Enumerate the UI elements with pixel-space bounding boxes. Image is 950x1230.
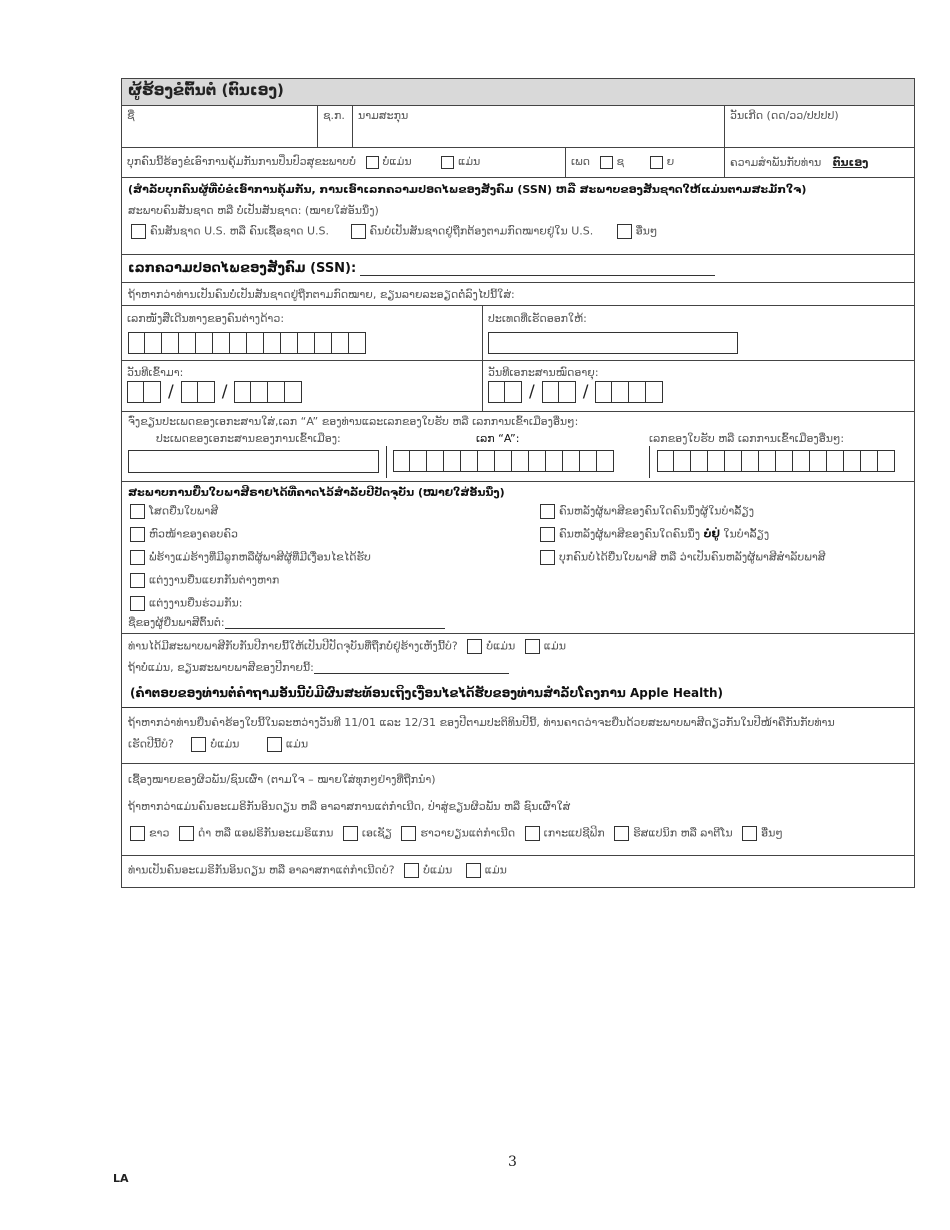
race-hispanic-label: ຮິສແປນິກ ຫລື ລາຕີໂນ (633, 826, 733, 840)
sex-label: ເພດ (571, 155, 591, 168)
ssn-input[interactable] (360, 261, 715, 276)
passport-cell (122, 306, 482, 360)
dob-field[interactable] (724, 106, 914, 147)
native-yes-checkbox[interactable] (404, 863, 419, 878)
country-cell (482, 306, 914, 360)
prior-year-yes-checkbox[interactable] (467, 639, 482, 654)
filing-head-label: ຫົວໜ້າຂອງຄອບຄົວ (149, 527, 238, 541)
race-black-label: ດຳ ຫລື ແອຟຣິກັນອະເມຣິແກນ (197, 826, 334, 840)
native-question: ທ່ານເປັນຄົນອະເມຣິກັນອິນດຽນ ຫລື ອາລາສກາແຕ່ກຳເນີດບໍ? (128, 863, 395, 877)
prior-year-no-label: ແມ່ນ (543, 639, 566, 653)
filing-none-checkbox[interactable] (540, 550, 555, 565)
coverage-row (122, 147, 914, 177)
noncitizen-note-row (122, 282, 914, 305)
other-status-checkbox[interactable] (617, 224, 632, 239)
expiry-date-input[interactable]: / / (488, 381, 909, 403)
race-black-checkbox[interactable] (179, 826, 194, 841)
race-hawaiian-checkbox[interactable] (401, 826, 416, 841)
native-no-checkbox[interactable] (466, 863, 481, 878)
prior-year-followup: ຖ້າບໍ່ແມ່ນ, ຂຽນສະພາບພາສີຂອງປີກາຍນີ້: (128, 661, 314, 674)
native-yes-label: ບໍ່ແມ່ນ (423, 863, 453, 877)
filing-widow-label: ພໍ່ຮ້າງແມ່ຮ້າງທີ່ມີລູກຫລືຜູ້ພາສີຜູ້ທີ່ມີເງື່ອນໄຂໄດ້ຮັບ (149, 550, 371, 564)
filing-dependent-away-label: ຄົນຫລັງຜູ້ພາສີຂອງຄົນໃດຄົນນຶ່ງ (559, 527, 701, 541)
race-note: ຖ້າຫາກວ່າແມ່ນຄົນອະເມຣິກັນອິນດຽນ ຫລື ອາລາສການແຕ່ກຳເນີດ, ປ່າສູ່ຂຽນຜິວພັນ ຫລື ຊົນເຜົ່າໃສ່ (128, 800, 571, 813)
next-year-answer-row (128, 737, 308, 752)
race-asian-checkbox[interactable] (343, 826, 358, 841)
filing-option (128, 550, 371, 565)
divider (649, 446, 650, 478)
receipt-number-input[interactable] (657, 450, 895, 472)
native-question-row (128, 863, 507, 878)
race-options (128, 826, 783, 841)
filing-joint-label: ແຕ່ງງານຍື່ນຮ່ວມກັນ: (149, 596, 243, 610)
filing-option (128, 504, 218, 519)
documents-row (122, 411, 914, 481)
race-hispanic-checkbox[interactable] (614, 826, 629, 841)
next-year-section (122, 707, 914, 763)
other-status-label: ອື່ນໆ (635, 224, 658, 238)
race-other-label: ອື່ນໆ (761, 826, 783, 840)
filing-dependent-in-home-label: ຄົນຫລັງຜູ້ພາສີຂອງຄົນໃດຄົນນຶ່ງຜູ້ໃນບຳລັ້ຽງ (559, 504, 755, 518)
prior-year-section (122, 633, 914, 707)
filing-option (534, 550, 825, 565)
next-year-question: ຖ້າຫາກວ່າທ່ານຍື່ນຄຳຮ້ອງໃບນີ້ໃນລະຫວ່າງວັນທີ 11/01 ແລະ 12/31 ຂອງປີຕາມປະຕິທິນປີນີ້, ທ່ານຄາດວ່າຈະຍື່ນດ້ວຍສະພາບພາສີດຽວກັນໃນປີໜ້າຄືກັນກັບທ່ານ (128, 716, 835, 729)
noncitizen-note: ຖ້າຫາກວ່າທ່ານເປັນຄົນບໍ່ເປັນສັນຊາດຢູ່ຖືກຕາມກົດໝາຍ, ຂຽນລາຍລະອຽດຕໍ່ລົງໄປນີ້ໃສ່: (128, 288, 515, 301)
filer-name-label: ຊື່ຂອງຜູ້ຍື່ນພາສີຕົ້ນຕໍ: (128, 616, 225, 629)
a-number-input[interactable] (393, 450, 614, 472)
race-hawaiian-label: ຮາວາຍຽນແຕ່ກຳເນີດ (420, 826, 516, 840)
entry-date-cell (122, 361, 482, 411)
coverage-question: ບຸກຄົນນີ້ຮ້ອງຂໍເອົາການຄຸ້ມກັນການປິ່ນປົວສຸຂະພາບບໍ່ (127, 155, 357, 168)
first-name-field[interactable] (122, 106, 317, 147)
relationship-value: ຕົນເອງ (832, 156, 869, 169)
coverage-no-label: ແມ່ນ (458, 155, 481, 168)
filing-dependent-away-emphasis: ບໍ່ຢູ່ (703, 527, 720, 541)
coverage-no-checkbox[interactable] (441, 156, 454, 169)
prior-year-status-input[interactable] (314, 661, 509, 674)
lawful-noncitizen-label: ຄົນບໍ່ເປັນສັນຊາດຢູ່ຖືກຕ້ອງຕາມກົດໝາຍຢູ່ໃນ U.S. (369, 224, 594, 238)
ssn-row (122, 254, 914, 282)
next-year-yes-checkbox[interactable] (191, 737, 206, 752)
a-number-label: ເລກ “A”: (476, 432, 520, 445)
document-type-label: ປະເພດຂອງເອກະສານຂອງການເຂົ້າເມືອງ: (156, 432, 341, 445)
expiry-date-label: ວັນທີເອກະສານໝົດອາຍຸ: (488, 366, 599, 379)
country-label: ປະເທດທີ່ເຮັດອອກໃຫ້: (488, 312, 587, 325)
race-title: ເຊື້ອງໝາຍຂອງຜິວພັນ/ຊົນເຜົ່າ (ຕາມໃຈ – ໝາຍໃສ່ທຸກໆຢ່າງທີ່ຖືກນຳ) (128, 773, 436, 786)
native-section (122, 855, 914, 887)
filing-separate-label: ແຕ່ງງານຍື່ນແຍກກັນຕ່າງຫາກ (149, 573, 280, 587)
filing-status-title: ສະພາບການຍື່ນໃບພາສີຣາຍໄດ້ທີ່ຄາດໄວ້ສໍາລັບປີປັດຈຸບັນ (ໝາຍໃສ່ອັນນຶ່ງ) (128, 486, 505, 499)
native-no-label: ແມ່ນ (484, 863, 507, 877)
page-number: 3 (508, 1154, 517, 1170)
filing-widow-checkbox[interactable] (130, 550, 145, 565)
prior-year-yes-label: ບໍ່ແມ່ນ (486, 639, 516, 653)
expiry-date-cell (482, 361, 914, 411)
lawful-noncitizen-checkbox[interactable] (351, 224, 366, 239)
filing-dependent-away-checkbox[interactable] (540, 527, 555, 542)
dates-row (122, 360, 914, 411)
filing-dependent-away-tail: ໃນບຳລັ້ຽງ (723, 527, 770, 541)
filing-joint-checkbox[interactable] (130, 596, 145, 611)
next-year-no-label: ແມ່ນ (285, 737, 309, 751)
passport-input[interactable] (128, 332, 477, 354)
divider (386, 446, 387, 478)
race-white-label: ຂາວ (149, 826, 170, 840)
filing-none-label: ບຸກຄົນບໍ່ໄດ້ຍື່ນໃບພາສີ ຫລື ວ່າເປັນຄົນຫລັງຜູ້ພາສີສຳລັບພາສີ (559, 550, 826, 564)
filer-name-input[interactable] (225, 616, 445, 629)
filing-dependent-in-home-checkbox[interactable] (540, 504, 555, 519)
sex-cell (565, 148, 724, 177)
apple-health-note: (ຄຳຕອບຂອງທ່ານຕໍ່ຄຳຖາມອັນນີ້ບໍ່ມີຜົນສະທ້ອນເຖິງເງື່ອນໄຂໄດ້ຮັບຂອງທ່ານສຳລັບໂຄງການ Apple Health) (130, 686, 723, 700)
prior-year-no-checkbox[interactable] (525, 639, 540, 654)
middle-initial-label: ຊ.ກ. (323, 109, 345, 122)
country-input[interactable] (488, 332, 738, 354)
filing-single-checkbox[interactable] (130, 504, 145, 519)
footer-code: LA (113, 1172, 129, 1185)
filing-option (128, 527, 238, 542)
filing-option (128, 596, 242, 611)
filing-single-label: ໂສດຍື່ນໃບພາສີ (149, 504, 219, 518)
filing-status-section (122, 481, 914, 633)
citizenship-section (122, 177, 914, 254)
next-year-yes-label: ບໍ່ແມ່ນ (210, 737, 240, 751)
middle-initial-field[interactable] (317, 106, 352, 147)
race-white-checkbox[interactable] (130, 826, 145, 841)
relationship-label: ຄວາມສໍາພັນກັບທ່ານ (730, 156, 822, 169)
documents-instruction: ຈົ່ງຂຽນປະເພດຂອງເອກະສານໃສ່,ເລກ “A” ຂອງທ່ານແລະເລກຂອງໃບຮັບ ຫລື ເລກການເຂົ້າເມືອງອື່ນໆ: (128, 415, 579, 428)
sex-female-checkbox[interactable] (650, 156, 663, 169)
next-year-question-tail: ເຮັດປີນີ້ບໍ? (128, 737, 174, 751)
coverage-yes-checkbox[interactable] (366, 156, 379, 169)
sex-male-checkbox[interactable] (600, 156, 613, 169)
next-year-no-checkbox[interactable] (267, 737, 282, 752)
passport-label: ເລກໜັງສືເດີນທາງຂອງຄົນຕ່າງດ້າວ: (127, 312, 285, 325)
section-title: ຜູ້ຮ້ອງຂໍຕົ້ນຕໍ (ຕົນເອງ) (122, 79, 914, 105)
filing-option (534, 504, 754, 519)
race-other-checkbox[interactable] (742, 826, 757, 841)
last-name-field[interactable] (352, 106, 724, 147)
prior-year-question: ທ່ານໄດ້ມີສະພາບພາສີກັບກັນປີກາຍນີ້ໃຫ້ເປັນປີປັດຈຸບັນທີ່ຖືກບໍ່ຢູ່ຮ້າງເຫັງນີ້ບໍ? (128, 639, 458, 653)
sex-male-label: ຊ (616, 155, 625, 168)
race-asian-label: ເອເຊັຽ (361, 826, 392, 840)
coverage-yes-label: ບໍ່ແມ່ນ (382, 155, 412, 168)
last-name-label: ນາມສະກຸນ (358, 109, 409, 122)
applicant-form (121, 78, 915, 888)
filing-option (534, 527, 769, 542)
coverage-question-cell (122, 148, 559, 177)
dob-label: ວັນເກີດ (ດດ/ວວ/ປປປປ) (730, 109, 839, 122)
sex-female-label: ຍ (666, 155, 675, 168)
prior-year-question-row (128, 639, 566, 654)
entry-date-label: ວັນທີເຂົ້າມາ: (127, 366, 184, 379)
name-row (122, 105, 914, 147)
race-section (122, 763, 914, 855)
citizen-checkbox[interactable] (131, 224, 146, 239)
filing-separate-checkbox[interactable] (130, 573, 145, 588)
citizenship-note: (ສໍາລັບບຸກຄົນຜູ້ທີ່ບໍ່ຂໍເອົາການຄຸ້ມກັນ, ການເອົາເລກຄວາມປອດໄພຂອງສັງຄົມ (SSN) ຫລື ສະພາບຂອງສັນຊາດໃຫ້ແມ່ນຕາມສະມັກໃຈ) (128, 183, 807, 196)
passport-row (122, 305, 914, 360)
filing-head-checkbox[interactable] (130, 527, 145, 542)
filing-option (128, 573, 279, 588)
race-pacific-checkbox[interactable] (525, 826, 540, 841)
citizen-label: ຄົນສັນຊາດ U.S. ຫລື ຄົນເຊື້ອຊາດ U.S. (150, 224, 330, 238)
document-type-input[interactable] (128, 450, 379, 473)
filer-name-row (128, 616, 445, 629)
first-name-label: ຊື່ (127, 109, 135, 122)
receipt-number-label: ເລກຂອງໃບຮັບ ຫລື ເລກການເຂົ້າເມືອງອື່ນໆ: (649, 432, 845, 445)
entry-date-input[interactable]: / / (127, 381, 477, 403)
prior-year-followup-row (128, 661, 509, 674)
ssn-label: ເລກຄວາມປອດໄພຂອງສັງຄົມ (SSN): (128, 261, 357, 276)
relationship-cell (724, 148, 914, 177)
race-pacific-label: ເກາະແປຊີຟິກ (543, 826, 605, 840)
citizenship-question: ສະພາບຄົນສັນຊາດ ຫລື ບໍ່ເປັນສັນຊາດ: (ໝາຍໃສ່ອັນນຶ່ງ) (128, 204, 379, 217)
